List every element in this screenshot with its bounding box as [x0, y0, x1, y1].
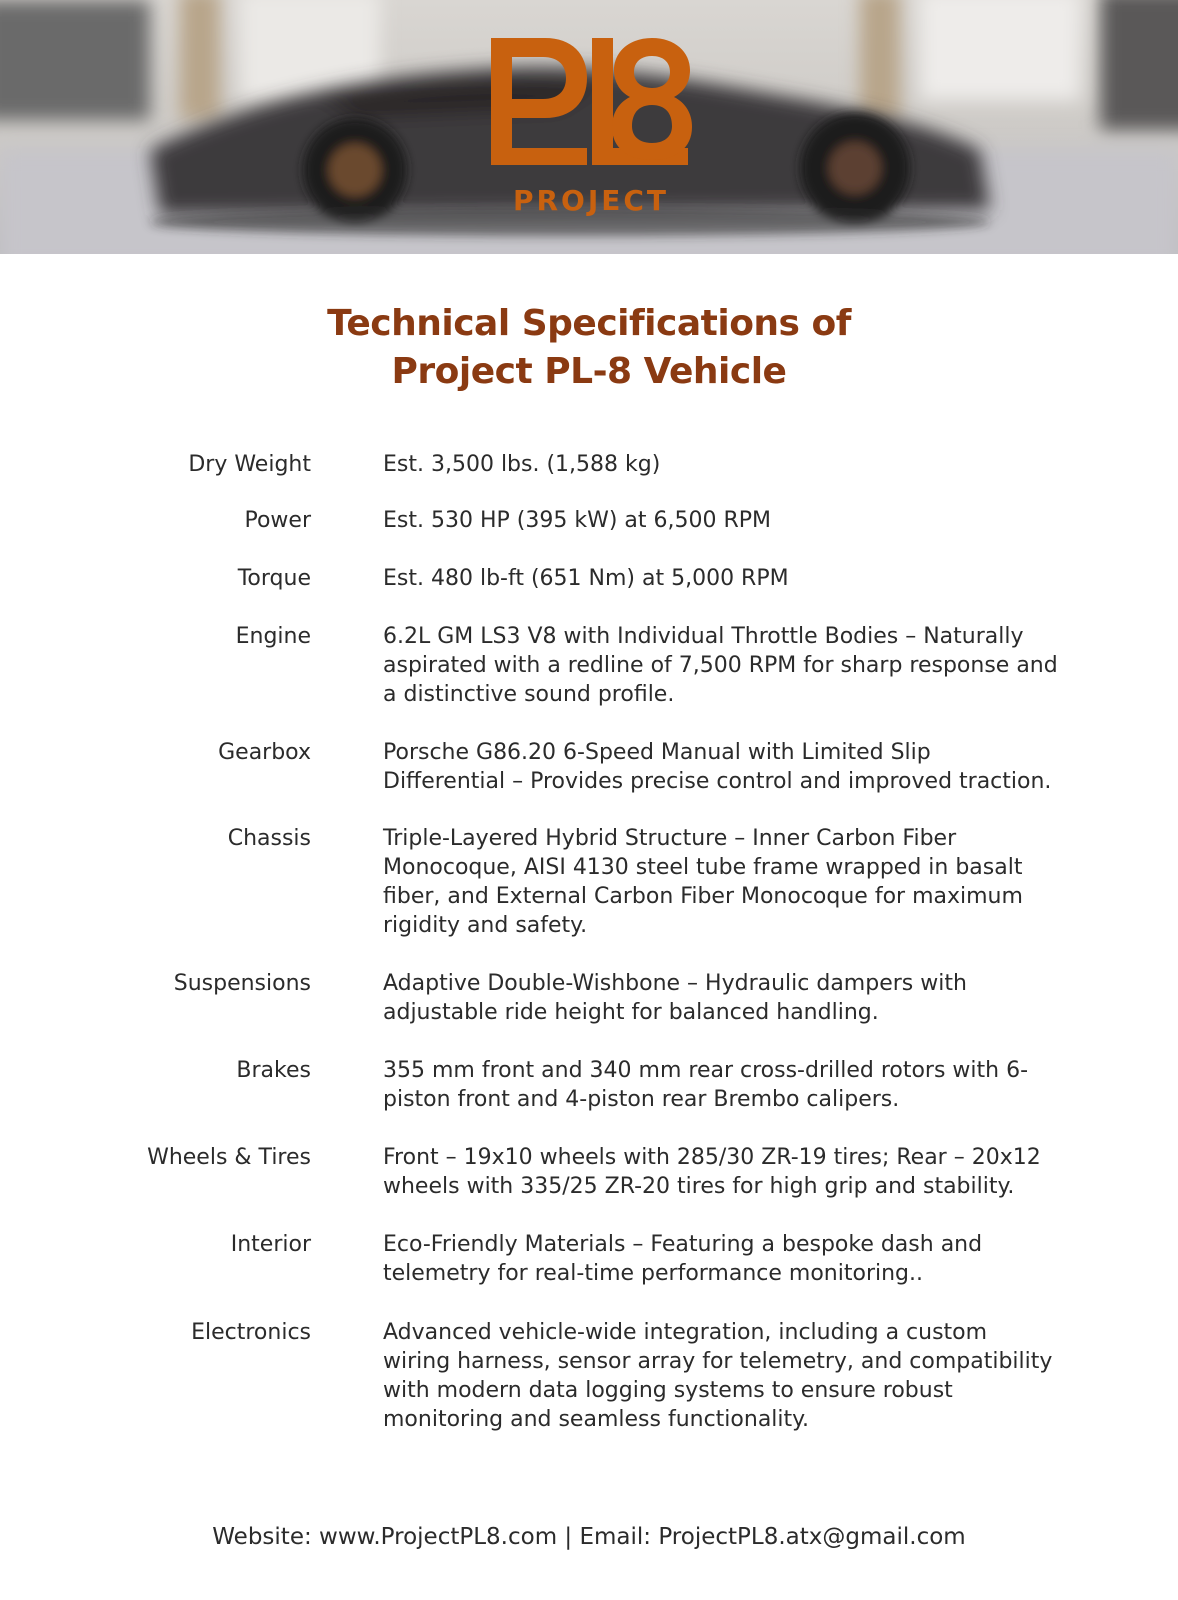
spec-value-line: wheels with 335/25 ZR-20 tires for high grip and stability.	[383, 1174, 1015, 1199]
spec-value-line: wiring harness, sensor array for telemetry, and compatibility	[383, 1349, 1053, 1374]
spec-value-line: adjustable ride height for balanced handling.	[383, 1000, 879, 1025]
spec-value-line: a distinctive sound profile.	[383, 682, 675, 707]
spec-value	[383, 450, 1078, 479]
spec-value	[383, 506, 1078, 535]
spec-label: Chassis	[227, 826, 311, 851]
spec-value-line: Front – 19x10 wheels with 285/30 ZR-19 tires; Rear – 20x12	[383, 1145, 1041, 1170]
spec-label: Engine	[235, 624, 311, 649]
spec-value	[383, 1143, 1078, 1201]
spec-label: Wheels & Tires	[147, 1145, 311, 1170]
spec-value	[383, 622, 1078, 709]
spec-value-line: aspirated with a redline of 7,500 RPM for sharp response and	[383, 653, 1058, 678]
hero-banner	[0, 0, 1178, 254]
spec-value-line: Monocoque, AISI 4130 steel tube frame wrapped in basalt	[383, 855, 1023, 880]
page-title-line-1: Technical Specifications of	[327, 303, 851, 344]
spec-value-line: Est. 530 HP (395 kW) at 6,500 RPM	[383, 508, 772, 533]
spec-value-line: Triple-Layered Hybrid Structure – Inner Carbon Fiber	[383, 826, 957, 851]
spec-value	[383, 1318, 1078, 1434]
hero-car-photo	[0, 0, 1178, 254]
page-title-line-2: Project PL-8 Vehicle	[391, 351, 787, 392]
spec-value-line: Est. 480 lb-ft (651 Nm) at 5,000 RPM	[383, 566, 789, 591]
spec-label: Power	[244, 508, 311, 533]
footer-contact: Website: www.ProjectPL8.com | Email: ProjectPL8.atx@gmail.com	[212, 1524, 966, 1550]
spec-value	[383, 969, 1078, 1027]
spec-value-line: 355 mm front and 340 mm rear cross-drilled rotors with 6-	[383, 1058, 1029, 1083]
spec-label: Torque	[237, 566, 311, 591]
spec-value	[383, 1230, 1078, 1288]
spec-value-line: Differential – Provides precise control and improved traction.	[383, 769, 1052, 794]
spec-value	[383, 824, 1078, 940]
page-title	[0, 300, 1178, 396]
spec-label: Electronics	[191, 1320, 311, 1345]
spec-label: Interior	[230, 1232, 311, 1257]
spec-value-line: piston front and 4-piston rear Brembo calipers.	[383, 1087, 900, 1112]
spec-value-line: 6.2L GM LS3 V8 with Individual Throttle Bodies – Naturally	[383, 624, 1024, 649]
spec-value	[383, 1056, 1078, 1114]
spec-value-line: rigidity and safety.	[383, 913, 588, 938]
spec-value-line: fiber, and External Carbon Fiber Monocoque for maximum	[383, 884, 1023, 909]
spec-label: Dry Weight	[188, 452, 311, 477]
spec-label: Suspensions	[173, 971, 311, 996]
spec-label: Gearbox	[218, 740, 311, 765]
spec-value-line: with modern data logging systems to ensure robust	[383, 1378, 953, 1403]
spec-value	[383, 564, 1078, 593]
spec-label: Brakes	[236, 1058, 311, 1083]
spec-value-line: Porsche G86.20 6-Speed Manual with Limited Slip	[383, 740, 931, 765]
spec-value	[383, 738, 1078, 796]
spec-value-line: Eco-Friendly Materials – Featuring a bespoke dash and	[383, 1232, 983, 1257]
svg-text:PROJECT: PROJECT	[512, 184, 670, 217]
spec-value-line: Est. 3,500 lbs. (1,588 kg)	[383, 452, 661, 477]
spec-value-line: monitoring and seamless functionality.	[383, 1407, 810, 1432]
spec-value-line: telemetry for real-time performance monitoring..	[383, 1261, 923, 1286]
spec-value-line: Adaptive Double-Wishbone – Hydraulic dampers with	[383, 971, 967, 996]
spec-value-line: Advanced vehicle-wide integration, including a custom	[383, 1320, 988, 1345]
